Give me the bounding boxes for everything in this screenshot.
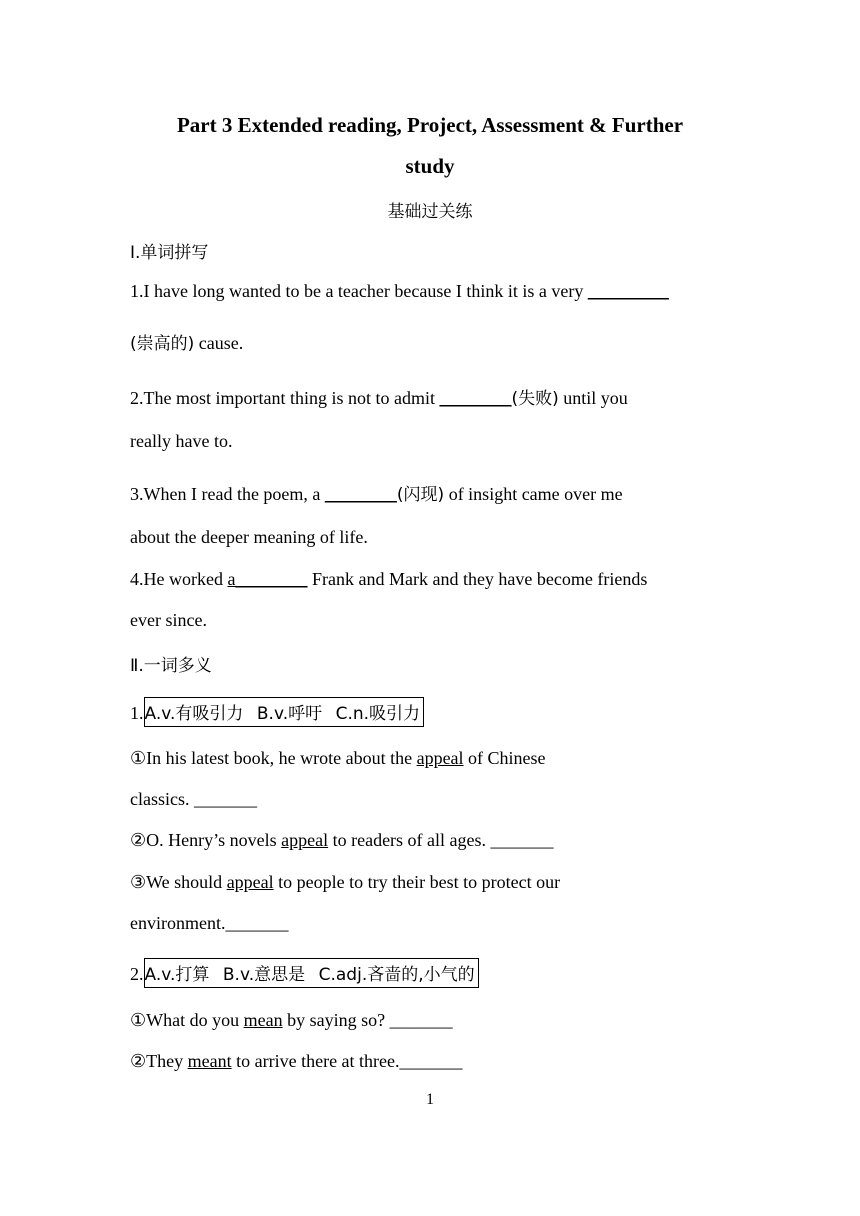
item-2-line-1 xyxy=(130,384,628,409)
sentence-text: ③We should xyxy=(130,872,227,892)
group-2-option-a: A.v.打算 xyxy=(144,965,210,985)
page-number: 1 xyxy=(426,1091,434,1108)
item-4-text-end: Frank and Mark and they have become friends xyxy=(307,569,648,589)
item-1-hint: (崇高的) xyxy=(130,334,195,354)
target-word: appeal xyxy=(226,872,274,892)
item-2-text-end: until you xyxy=(558,388,628,408)
target-word: mean xyxy=(243,1010,283,1030)
group-1-options-box xyxy=(144,697,425,727)
item-1-blank: _________ xyxy=(587,281,669,301)
group-1-sentence-3-line-2: environment._______ xyxy=(130,913,289,933)
group-2-sentence-2 xyxy=(130,1051,463,1072)
target-word: meant xyxy=(187,1051,232,1071)
group-2-option-c: C.adj.吝啬的,小气的 xyxy=(318,965,475,985)
title-line-2: study xyxy=(405,154,455,178)
item-2-line-2: really have to. xyxy=(130,431,233,451)
group-2-option-b: B.v.意思是 xyxy=(222,965,306,985)
section-2-heading: Ⅱ.一词多义 xyxy=(130,656,212,676)
sentence-text: ②O. Henry’s novels xyxy=(130,830,282,850)
sentence-text-end: to arrive there at three._______ xyxy=(231,1051,463,1071)
group-1-option-c: C.n.吸引力 xyxy=(335,704,421,724)
target-word: appeal xyxy=(416,748,464,768)
group-1-number: 1. xyxy=(130,703,144,723)
title-line-1: Part 3 Extended reading, Project, Assessment & Further xyxy=(176,113,684,137)
group-2-options-box xyxy=(144,958,479,988)
item-3-text: 3.When I read the poem, a xyxy=(130,484,325,504)
sentence-text-end: to people to try their best to protect our xyxy=(273,872,561,892)
section-1-heading: Ⅰ.单词拼写 xyxy=(130,243,209,263)
item-2-hint: (失败) xyxy=(511,389,559,409)
item-1-text-end: cause. xyxy=(194,333,244,353)
item-3-blank: ________ xyxy=(324,484,397,504)
group-1-sentence-1 xyxy=(130,748,546,769)
group-1-options xyxy=(130,697,424,727)
item-1-line-2 xyxy=(130,329,243,354)
sentence-text: ②They xyxy=(130,1051,188,1071)
group-1-sentence-3 xyxy=(130,872,560,893)
item-3-hint: (闪现) xyxy=(396,485,445,505)
group-1-sentence-2 xyxy=(130,830,554,851)
target-word: appeal xyxy=(281,830,329,850)
item-1-line-1 xyxy=(130,281,669,302)
item-3-text-end: of insight came over me xyxy=(444,484,623,504)
sentence-text: ①In his latest book, he wrote about the xyxy=(130,748,417,768)
sentence-text-end: to readers of all ages. _______ xyxy=(328,830,554,850)
group-1-sentence-1-line-2: classics. _______ xyxy=(130,789,257,809)
sentence-text-end: of Chinese xyxy=(463,748,546,768)
item-1-text: 1.I have long wanted to be a teacher because I think it is a very xyxy=(130,281,588,301)
group-1-option-a: A.v.有吸引力 xyxy=(144,704,244,724)
item-4-blank: a________ xyxy=(227,569,308,589)
subtitle: 基础过关练 xyxy=(387,202,473,222)
sentence-text-end: by saying so? _______ xyxy=(282,1010,453,1030)
item-4-line-2: ever since. xyxy=(130,610,207,630)
item-3-line-1 xyxy=(130,480,623,505)
item-2-text: 2.The most important thing is not to admit xyxy=(130,388,440,408)
group-2-number: 2. xyxy=(130,964,144,984)
item-3-line-2: about the deeper meaning of life. xyxy=(130,527,368,547)
group-1-option-b: B.v.呼吁 xyxy=(256,704,323,724)
sentence-text: ①What do you xyxy=(130,1010,244,1030)
item-4-line-1 xyxy=(130,569,647,590)
item-2-blank: ________ xyxy=(439,388,512,408)
group-2-options xyxy=(130,958,479,988)
item-4-text: 4.He worked xyxy=(130,569,228,589)
group-2-sentence-1 xyxy=(130,1010,453,1031)
